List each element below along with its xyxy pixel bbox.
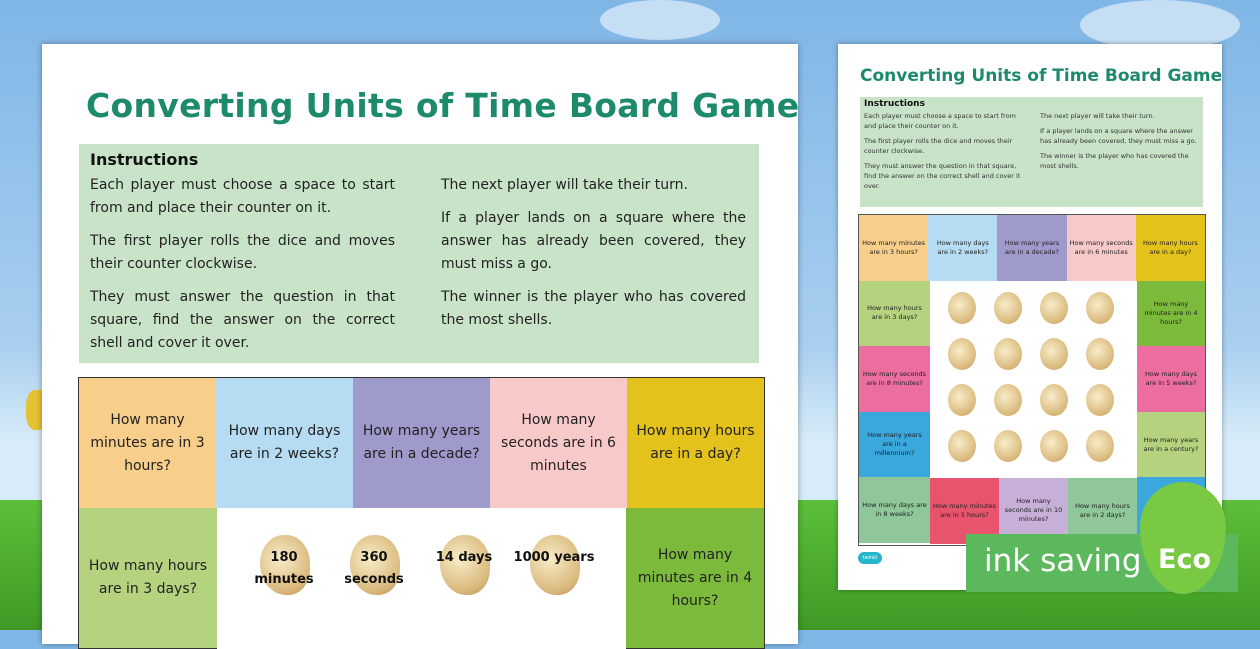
board-square: How many minutes are in 4 hours? xyxy=(626,508,764,648)
instruction-text: If a player lands on a square where the answer has already been covered, they must miss a go. xyxy=(441,210,746,272)
board-square: How many years are in a decade? xyxy=(353,378,490,508)
preview-shell xyxy=(1040,338,1068,370)
preview-instruction-text: If a player lands on a square where the answer has already been covered, they must miss a go. xyxy=(1040,127,1197,145)
shell-answer: 360 seconds xyxy=(344,529,404,601)
instructions-heading: Instructions xyxy=(90,150,199,169)
instruction-text: The next player will take their turn. xyxy=(441,177,688,193)
preview-shell xyxy=(948,430,976,462)
instructions-left-column xyxy=(90,174,395,365)
instruction-text: The first player rolls the dice and moves their counter clockwise. xyxy=(90,233,395,272)
preview-board-square: How many seconds are in 10 minutes? xyxy=(999,478,1068,544)
preview-shell xyxy=(1086,292,1114,324)
instructions-panel xyxy=(79,144,759,363)
preview-instructions-heading: Instructions xyxy=(864,99,925,109)
board-square: How many seconds are in 6 minutes xyxy=(490,378,627,508)
shell-area xyxy=(217,509,626,649)
preview-shell xyxy=(1086,384,1114,416)
shell-answer: 180 minutes xyxy=(254,529,314,601)
preview-shell xyxy=(948,384,976,416)
main-worksheet xyxy=(42,44,798,644)
preview-shell xyxy=(948,292,976,324)
page-title: Converting Units of Time Board Game xyxy=(86,86,800,125)
preview-instruction-text: The first player rolls the dice and moves their counter clockwise. xyxy=(864,137,1013,155)
shell-answer: 14 days xyxy=(434,529,494,601)
preview-shell xyxy=(994,384,1022,416)
preview-instruction-text: The next player will take their turn. xyxy=(1040,112,1155,120)
board-square: How many days are in 2 weeks? xyxy=(216,378,353,508)
preview-board-square: How many years are in a decade? xyxy=(997,215,1066,281)
preview-board-square: How many minutes are in 4 hours? xyxy=(1137,281,1205,347)
instruction-text: Each player must choose a space to start from and place their counter on it. xyxy=(90,177,395,216)
preview-shell xyxy=(1040,430,1068,462)
preview-board-square: How many minutes are in 3 hours? xyxy=(859,215,928,281)
preview-shell xyxy=(994,338,1022,370)
cloud xyxy=(1080,0,1240,50)
preview-instructions-right xyxy=(1040,111,1200,176)
preview-shell xyxy=(1086,430,1114,462)
board-square: How many hours are in 3 days? xyxy=(79,508,217,648)
preview-shell xyxy=(1040,384,1068,416)
preview-board-square: How many seconds are in 8 minutes? xyxy=(859,346,930,412)
preview-board-square: How many hours are in 2 days? xyxy=(1068,478,1137,544)
game-board xyxy=(78,377,765,649)
preview-instruction-text: They must answer the question in that square, find the answer on the correct shell and cover it over. xyxy=(864,162,1021,190)
preview-title: Converting Units of Time Board Game xyxy=(860,66,1223,86)
preview-shell xyxy=(1040,292,1068,324)
preview-instructions xyxy=(860,97,1203,207)
preview-board-square: How many days are in 8 weeks? xyxy=(859,477,930,543)
preview-board-square: How many years are in a millennium? xyxy=(859,412,930,478)
preview-shell xyxy=(994,292,1022,324)
preview-board-square: How many days are in 5 weeks? xyxy=(1137,346,1205,412)
preview-shell-area xyxy=(930,282,1137,478)
board-square: How many hours are in a day? xyxy=(627,378,764,508)
preview-board-square: How many hours are in a day? xyxy=(1136,215,1205,281)
instruction-text: They must answer the question in that square, find the answer on the correct shell and cover it over. xyxy=(90,289,395,351)
preview-instruction-text: Each player must choose a space to start from and place their counter on it. xyxy=(864,112,1017,130)
preview-board-square: How many years are in a century? xyxy=(1137,412,1205,478)
board-square: How many minutes are in 3 hours? xyxy=(79,378,216,508)
instructions-right-column xyxy=(441,174,746,342)
preview-shell xyxy=(994,430,1022,462)
instruction-text: The winner is the player who has covered the most shells. xyxy=(441,289,746,328)
cloud xyxy=(600,0,720,40)
preview-board-square: How many minutes are in 5 hours? xyxy=(930,478,999,544)
preview-instruction-text: The winner is the player who has covered the most shells. xyxy=(1040,152,1189,170)
preview-board-square: How many hours are in 3 days? xyxy=(859,281,930,347)
ink-saving-label: ink saving xyxy=(984,543,1142,579)
preview-shell xyxy=(1086,338,1114,370)
shell-answer: 1000 years xyxy=(524,529,584,601)
preview-instructions-left xyxy=(864,111,1024,196)
twinkl-logo: twinkl xyxy=(858,552,882,564)
preview-shell xyxy=(948,338,976,370)
eco-label: Eco xyxy=(1158,544,1211,575)
preview-board-square: How many days are in 2 weeks? xyxy=(928,215,997,281)
preview-board-square: How many seconds are in 6 minutes xyxy=(1067,215,1136,281)
